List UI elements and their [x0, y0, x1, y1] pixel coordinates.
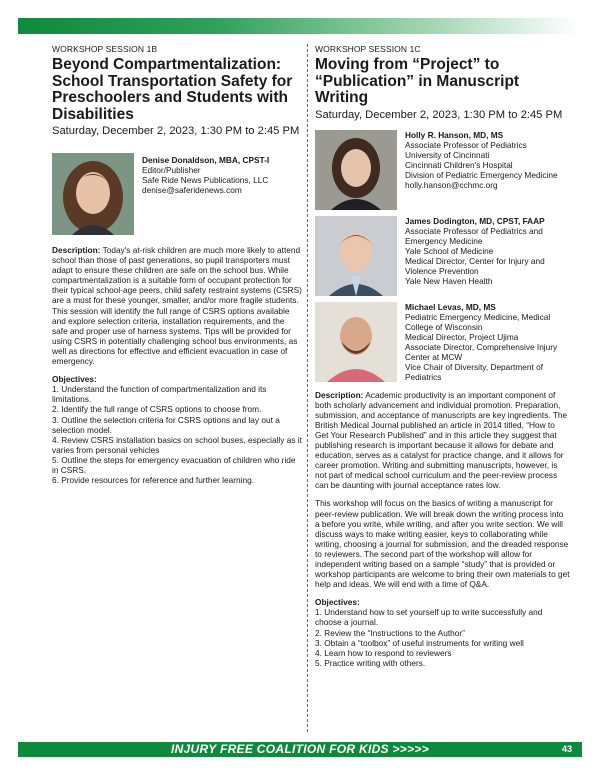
- list-item: 6. Provide resources for reference and further learning.: [52, 475, 254, 486]
- speaker-detail: Division of Pediatric Emergency Medicine: [405, 169, 558, 180]
- speaker-photo: [315, 216, 397, 296]
- session-1b-column: [52, 44, 302, 485]
- speaker-info: [405, 216, 570, 296]
- session-title: Beyond Compartmentalization: School Transportation Safety for Preschoolers and Students with Disabilities: [52, 56, 293, 123]
- footer-title: INJURY FREE COALITION FOR KIDS >>>>>: [170, 742, 430, 756]
- speaker-card: [315, 130, 570, 210]
- speaker-detail: University of Cincinnati: [405, 149, 490, 160]
- speaker-card: [315, 216, 570, 296]
- list-item: 4. Learn how to respond to reviewers: [315, 647, 452, 658]
- speaker-detail: Medical Director, Project Ujima: [405, 331, 519, 342]
- session-title: Moving from “Project” to “Publication” in Manuscript Writing: [315, 56, 520, 106]
- page-number: 43: [561, 744, 572, 754]
- speaker-detail: Associate Director, Comprehensive Injury Center at MCW: [405, 341, 558, 362]
- list-item: 2. Review the “Instructions to the Author”: [315, 627, 465, 638]
- list-item: 5. Outline the steps for emergency evacuation of children who ride in CSRS.: [52, 454, 296, 475]
- list-item: 1. Understand the function of compartmentalization and its limitations.: [52, 384, 267, 405]
- description-text: Academic productivity is an important component of both scholarly advancement and individual promotion. Preparation, submission, and acceptance of manuscripts are key ingredients. The British Medical Journal published an article in 2014 titled, “How to Get Your Research Published” and in this article they suggest that publishing research is important because it allows for debate and education, serves as a catalyst for practice change, and it allows for career promotion. Writing and submitting manuscripts, however, is not part of medical school curriculum and the peer-review process can be daunting with journal acceptance rates low.: [315, 389, 568, 491]
- session-date: Saturday, December 2, 2023, 1:30 PM to 2:45 PM: [52, 125, 300, 137]
- list-item: 2. Identify the full range of CSRS options to choose from.: [52, 404, 262, 415]
- session-1c-column: [315, 44, 570, 668]
- speaker-card: [52, 153, 302, 235]
- objectives-list: [315, 607, 570, 668]
- objectives-title: Objectives:: [52, 374, 97, 385]
- top-green-gradient-bar: [18, 18, 578, 34]
- speaker-name: James Dodington, MD, CPST, FAAP: [405, 215, 545, 226]
- speaker-photo-image: [315, 216, 397, 296]
- speaker-detail: Yale School of Medicine: [405, 245, 494, 256]
- speaker-name: Michael Levas, MD, MS: [405, 301, 496, 312]
- session-label: WORKSHOP SESSION 1B: [52, 44, 158, 54]
- description-label: Description:: [315, 389, 364, 400]
- speaker-name: Holly R. Hanson, MD, MS: [405, 129, 504, 140]
- description-paragraph: [315, 390, 570, 491]
- speaker-detail: Cincinnati Children's Hospital: [405, 159, 513, 170]
- speaker-detail: Associate Professor of Pediatrics: [405, 139, 527, 150]
- description-paragraph-2: This workshop will focus on the basics of writing a manuscript for peer-review publication. We will break down the writing process into a before you write, while writing, and after you write section. We will discuss ways to make writing easier, keys to collaborating while writing, choosing a journal for submission, and the dreaded response to reviewers. The second part of the workshop will allow for independent writing based on a sample “study” that is provided or workshop participants are welcome to bring their own materials to get help and ideas. We will end with a time of Q&A.: [315, 498, 570, 590]
- description-label: Description:: [52, 245, 101, 255]
- column-divider: [307, 44, 308, 732]
- speaker-organization: Safe Ride News Publications, LLC: [142, 175, 269, 185]
- speaker-info: [405, 302, 570, 382]
- speaker-photo-image: [315, 130, 397, 210]
- session-date: Saturday, December 2, 2023, 1:30 PM to 2:45 PM: [315, 108, 563, 121]
- speaker-email: holly.hanson@cchmc.org: [405, 179, 498, 190]
- speaker-name: Denise Donaldson, MBA, CPST-I: [142, 155, 270, 165]
- description-paragraph: [52, 245, 302, 366]
- speaker-info: [405, 130, 558, 210]
- session-label: WORKSHOP SESSION 1C: [315, 44, 421, 54]
- speaker-detail: Pediatric Emergency Medicine, Medical College of Wisconsin: [405, 311, 551, 332]
- list-item: 5. Practice writing with others.: [315, 657, 426, 668]
- speaker-detail: Medical Director, Center for Injury and Violence Prevention: [405, 255, 545, 276]
- speaker-photo-image: [52, 153, 134, 235]
- list-item: 3. Outline the selection criteria for CSRS options and lay out a selection model.: [52, 414, 280, 435]
- speaker-photo: [52, 153, 134, 235]
- list-item: 4. Review CSRS installation basics on school buses, especially as it varies from personal vehicles: [52, 434, 302, 455]
- speaker-detail: Associate Professor of Pediatrics and Emergency Medicine: [405, 225, 543, 246]
- speaker-email: denise@saferidenews.com: [142, 185, 242, 195]
- speaker-card: [315, 302, 570, 382]
- description-text: Today's at-risk children are much more likely to attend school than those of past generations, so pupil transporters must adapt to ensure these children are safe on the school bus. While compartmentalization is a suitable form of occupant protection for their typical school-age peers, child safety restraint systems (CSRS) are a must for these younger, smaller, and/or more fragile students. This session will identify the full range of CSRS options available and explore selection criteria, installation requirements, and the safe and proper use of harness systems. Tips will be provided for using CSRS in potentially challenging school bus environments, as well as directions for effective and efficient evacuation in case of emergency.: [52, 245, 302, 367]
- list-item: 3. Obtain a “toolbox” of useful instruments for writing well: [315, 637, 524, 648]
- speaker-info: [142, 153, 269, 235]
- speaker-photo: [315, 130, 397, 210]
- footer-bar: [18, 742, 582, 757]
- objectives-title: Objectives:: [315, 597, 360, 608]
- speaker-photo: [315, 302, 397, 382]
- speaker-title-line: Editor/Publisher: [142, 165, 201, 175]
- objectives-list: [52, 384, 302, 485]
- list-item: 1. Understand how to set yourself up to write successfully and choose a journal.: [315, 607, 543, 628]
- speaker-detail: Vice Chair of Diversity, Department of Pediatrics: [405, 361, 544, 382]
- speaker-detail: Yale New Haven Health: [405, 275, 493, 286]
- speaker-photo-image: [315, 302, 397, 382]
